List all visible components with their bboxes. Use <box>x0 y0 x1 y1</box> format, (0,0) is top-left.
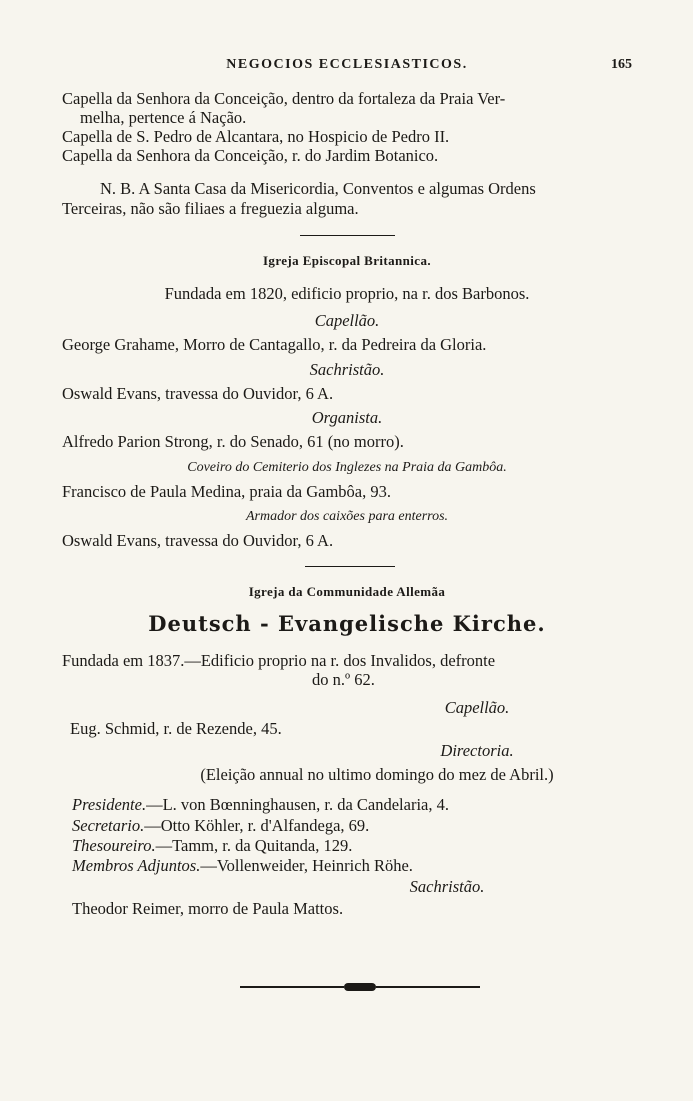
capella-line-1: Capella da Senhora da Conceição, dentro da fortaleza da Praia Ver- <box>62 89 506 108</box>
ornament-right-bar <box>376 986 480 988</box>
secretario-value: —Otto Köhler, r. d'Alfandega, 69. <box>144 816 370 835</box>
membros-label: Membros Adjuntos. <box>72 856 201 875</box>
britannica-capellao: George Grahame, Morro de Cantagallo, r. da Pedreira da Gloria. <box>62 335 487 354</box>
presidente-label: Presidente. <box>72 795 147 814</box>
page-number: 165 <box>611 57 632 72</box>
nota-line-2: Terceiras, não são filiaes a freguezia alguma. <box>62 199 359 218</box>
allema-directoria-label: Directoria. <box>440 741 514 760</box>
membros-value: —Vollenweider, Heinrich Röhe. <box>200 856 413 875</box>
allema-eleicao: (Eleição annual no ultimo domingo do mez de Abril.) <box>200 765 554 784</box>
britannica-title: Igreja Episcopal Britannica. <box>262 253 432 268</box>
allema-founded-line-2: do n.º 62. <box>312 670 375 689</box>
britannica-founded: Fundada em 1820, edificio proprio, na r. dos Barbonos. <box>164 284 530 303</box>
allema-german-title: Deutsch - Evangelische Kirche. <box>148 611 546 636</box>
allema-sachristao-label: Sachristão. <box>409 877 485 896</box>
allema-sachristao: Theodor Reimer, morro de Paula Mattos. <box>72 899 344 918</box>
nota-line-1: N. B. A Santa Casa da Misericordia, Conventos e algumas Ordens <box>100 179 536 198</box>
allema-secretario <box>62 815 642 837</box>
britannica-sachristao: Oswald Evans, travessa do Ouvidor, 6 A. <box>62 384 334 403</box>
section-divider <box>300 235 395 236</box>
allema-capellao-label: Capellão. <box>444 698 510 717</box>
ornament-left-bar <box>240 986 344 988</box>
allema-capellao: Eug. Schmid, r. de Rezende, 45. <box>70 719 282 738</box>
running-head: NEGOCIOS ECCLESIASTICOS. <box>226 57 468 72</box>
allema-presidente <box>62 794 642 816</box>
capella-line-2: melha, pertence á Nação. <box>80 108 247 127</box>
allema-membros <box>62 855 642 877</box>
capella-line-3: Capella de S. Pedro de Alcantara, no Hospicio de Pedro II. <box>62 127 450 146</box>
secretario-label: Secretario. <box>72 816 145 835</box>
ornamental-rule <box>240 983 480 991</box>
thesoureiro-label: Thesoureiro. <box>72 836 156 855</box>
britannica-organista: Alfredo Parion Strong, r. do Senado, 61 (no morro). <box>62 432 404 451</box>
thesoureiro-value: —Tamm, r. da Quitanda, 129. <box>155 836 353 855</box>
page-header <box>62 57 632 81</box>
ornament-knot-icon <box>344 983 376 991</box>
britannica-coveiro: Francisco de Paula Medina, praia da Gambôa, 93. <box>62 482 391 501</box>
britannica-sachristao-label: Sachristão. <box>309 360 385 379</box>
britannica-armador: Oswald Evans, travessa do Ouvidor, 6 A. <box>62 531 334 550</box>
allema-thesoureiro <box>62 835 642 857</box>
presidente-value: —L. von Bœnninghausen, r. da Candelaria, 4. <box>146 795 449 814</box>
allema-title: Igreja da Communidade Allemãa <box>248 584 446 599</box>
britannica-organista-label: Organista. <box>311 408 383 427</box>
section-divider <box>305 566 395 567</box>
capella-line-4: Capella da Senhora da Conceição, r. do Jardim Botanico. <box>62 146 439 165</box>
britannica-armador-label: Armador dos caixões para enterros. <box>245 509 449 524</box>
britannica-coveiro-label: Coveiro do Cemiterio dos Inglezes na Praia da Gambôa. <box>187 460 507 475</box>
britannica-capellao-label: Capellão. <box>314 311 380 330</box>
allema-founded-line-1: Fundada em 1837.—Edificio proprio na r. dos Invalidos, defronte <box>62 651 496 670</box>
